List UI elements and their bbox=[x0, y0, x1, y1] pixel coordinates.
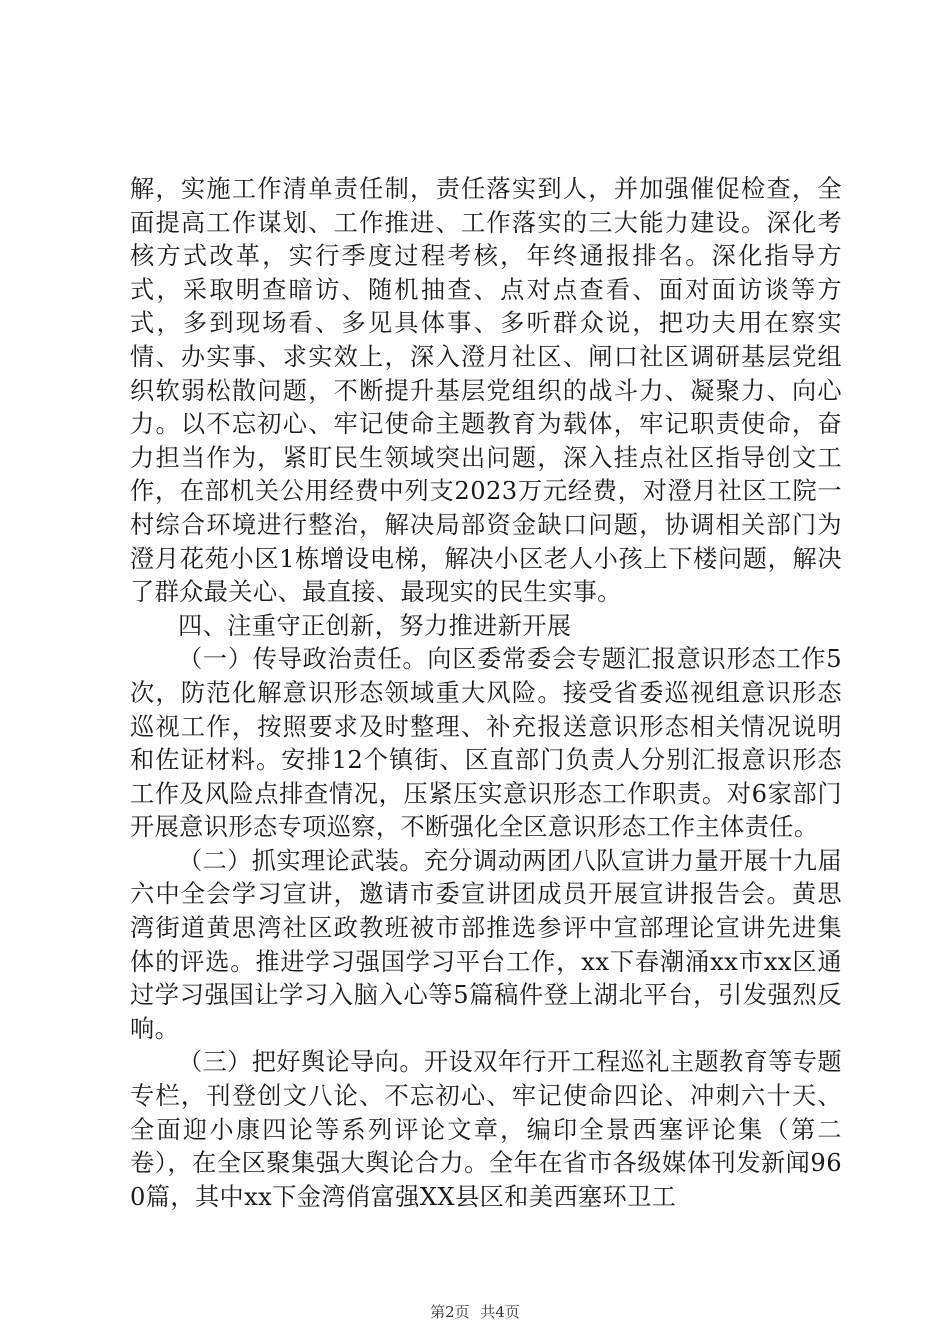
page-number: 第2页 bbox=[430, 1303, 470, 1321]
section-heading-four: 四、注重守正创新，努力推进新开展 bbox=[178, 611, 572, 640]
page-footer bbox=[0, 1303, 950, 1321]
page-total: 共4页 bbox=[480, 1303, 520, 1321]
paragraph-public-opinion: （三）把好舆论导向。开设双年行开工程巡礼主题教育等专题专栏，刊登创文八论、不忘初心、牢记使命四论、冲刺六十天、全面迎小康四论等系列评论文章，编印全景西塞评论集（第二卷），在全区聚集强大舆论合力。全年在省市各级媒体刊发新闻960篇，其中xx下金湾俏富强XX县区和美西塞环卫工 bbox=[130, 1048, 842, 1211]
document-body bbox=[130, 173, 842, 1214]
paragraph-theory-armament: （二）抓实理论武装。充分调动两团八队宣讲力量开展十九届六中全会学习宣讲，邀请市委宣讲团成员开展宣讲报告会。黄思湾街道黄思湾社区政教班被市部推选参评中宣部理论宣讲先进集体的评选。推进学习强国学习平台工作，xx下春潮涌xx市xx区通过学习强国让学习入脑入心等5篇稿件登上湖北平台，引发强烈反响。 bbox=[130, 846, 842, 1043]
paragraph-continued: 解，实施工作清单责任制，责任落实到人，并加强催促检查，全面提高工作谋划、工作推进、工作落实的三大能力建设。深化考核方式改革，实行季度过程考核，年终通报排名。深化指导方式，采取明查暗访、随机抽查、点对点查看、面对面访谈等方式，多到现场看、多见具体事、多听群众说，把功夫用在察实情、办实事、求实效上，深入澄月社区、闸口社区调研基层党组织软弱松散问题，不断提升基层党组织的战斗力、凝聚力、向心力。以不忘初心、牢记使命主题教育为载体，牢记职责使命，奋力担当作为，紧盯民生领域突出问题，深入挂点社区指导创文工作，在部机关公用经费中列支2023万元经费，对澄月社区工院一村综合环境进行整治，解决局部资金缺口问题，协调相关部门为澄月花苑小区1栋增设电梯，解决小区老人小孩上下楼问题，解决了群众最关心、最直接、最现实的民生实事。 bbox=[130, 175, 842, 607]
paragraph-political-responsibility: （一）传导政治责任。向区委常委会专题汇报意识形态工作5次，防范化解意识形态领域重大风险。接受省委巡视组意识形态巡视工作，按照要求及时整理、补充报送意识形态相关情况说明和佐证材料。安排12个镇街、区直部门负责人分别汇报意识形态工作及风险点排查情况，压紧压实意识形态工作职责。对6家部门开展意识形态专项巡察，不断强化全区意识形态工作主体责任。 bbox=[130, 645, 842, 842]
